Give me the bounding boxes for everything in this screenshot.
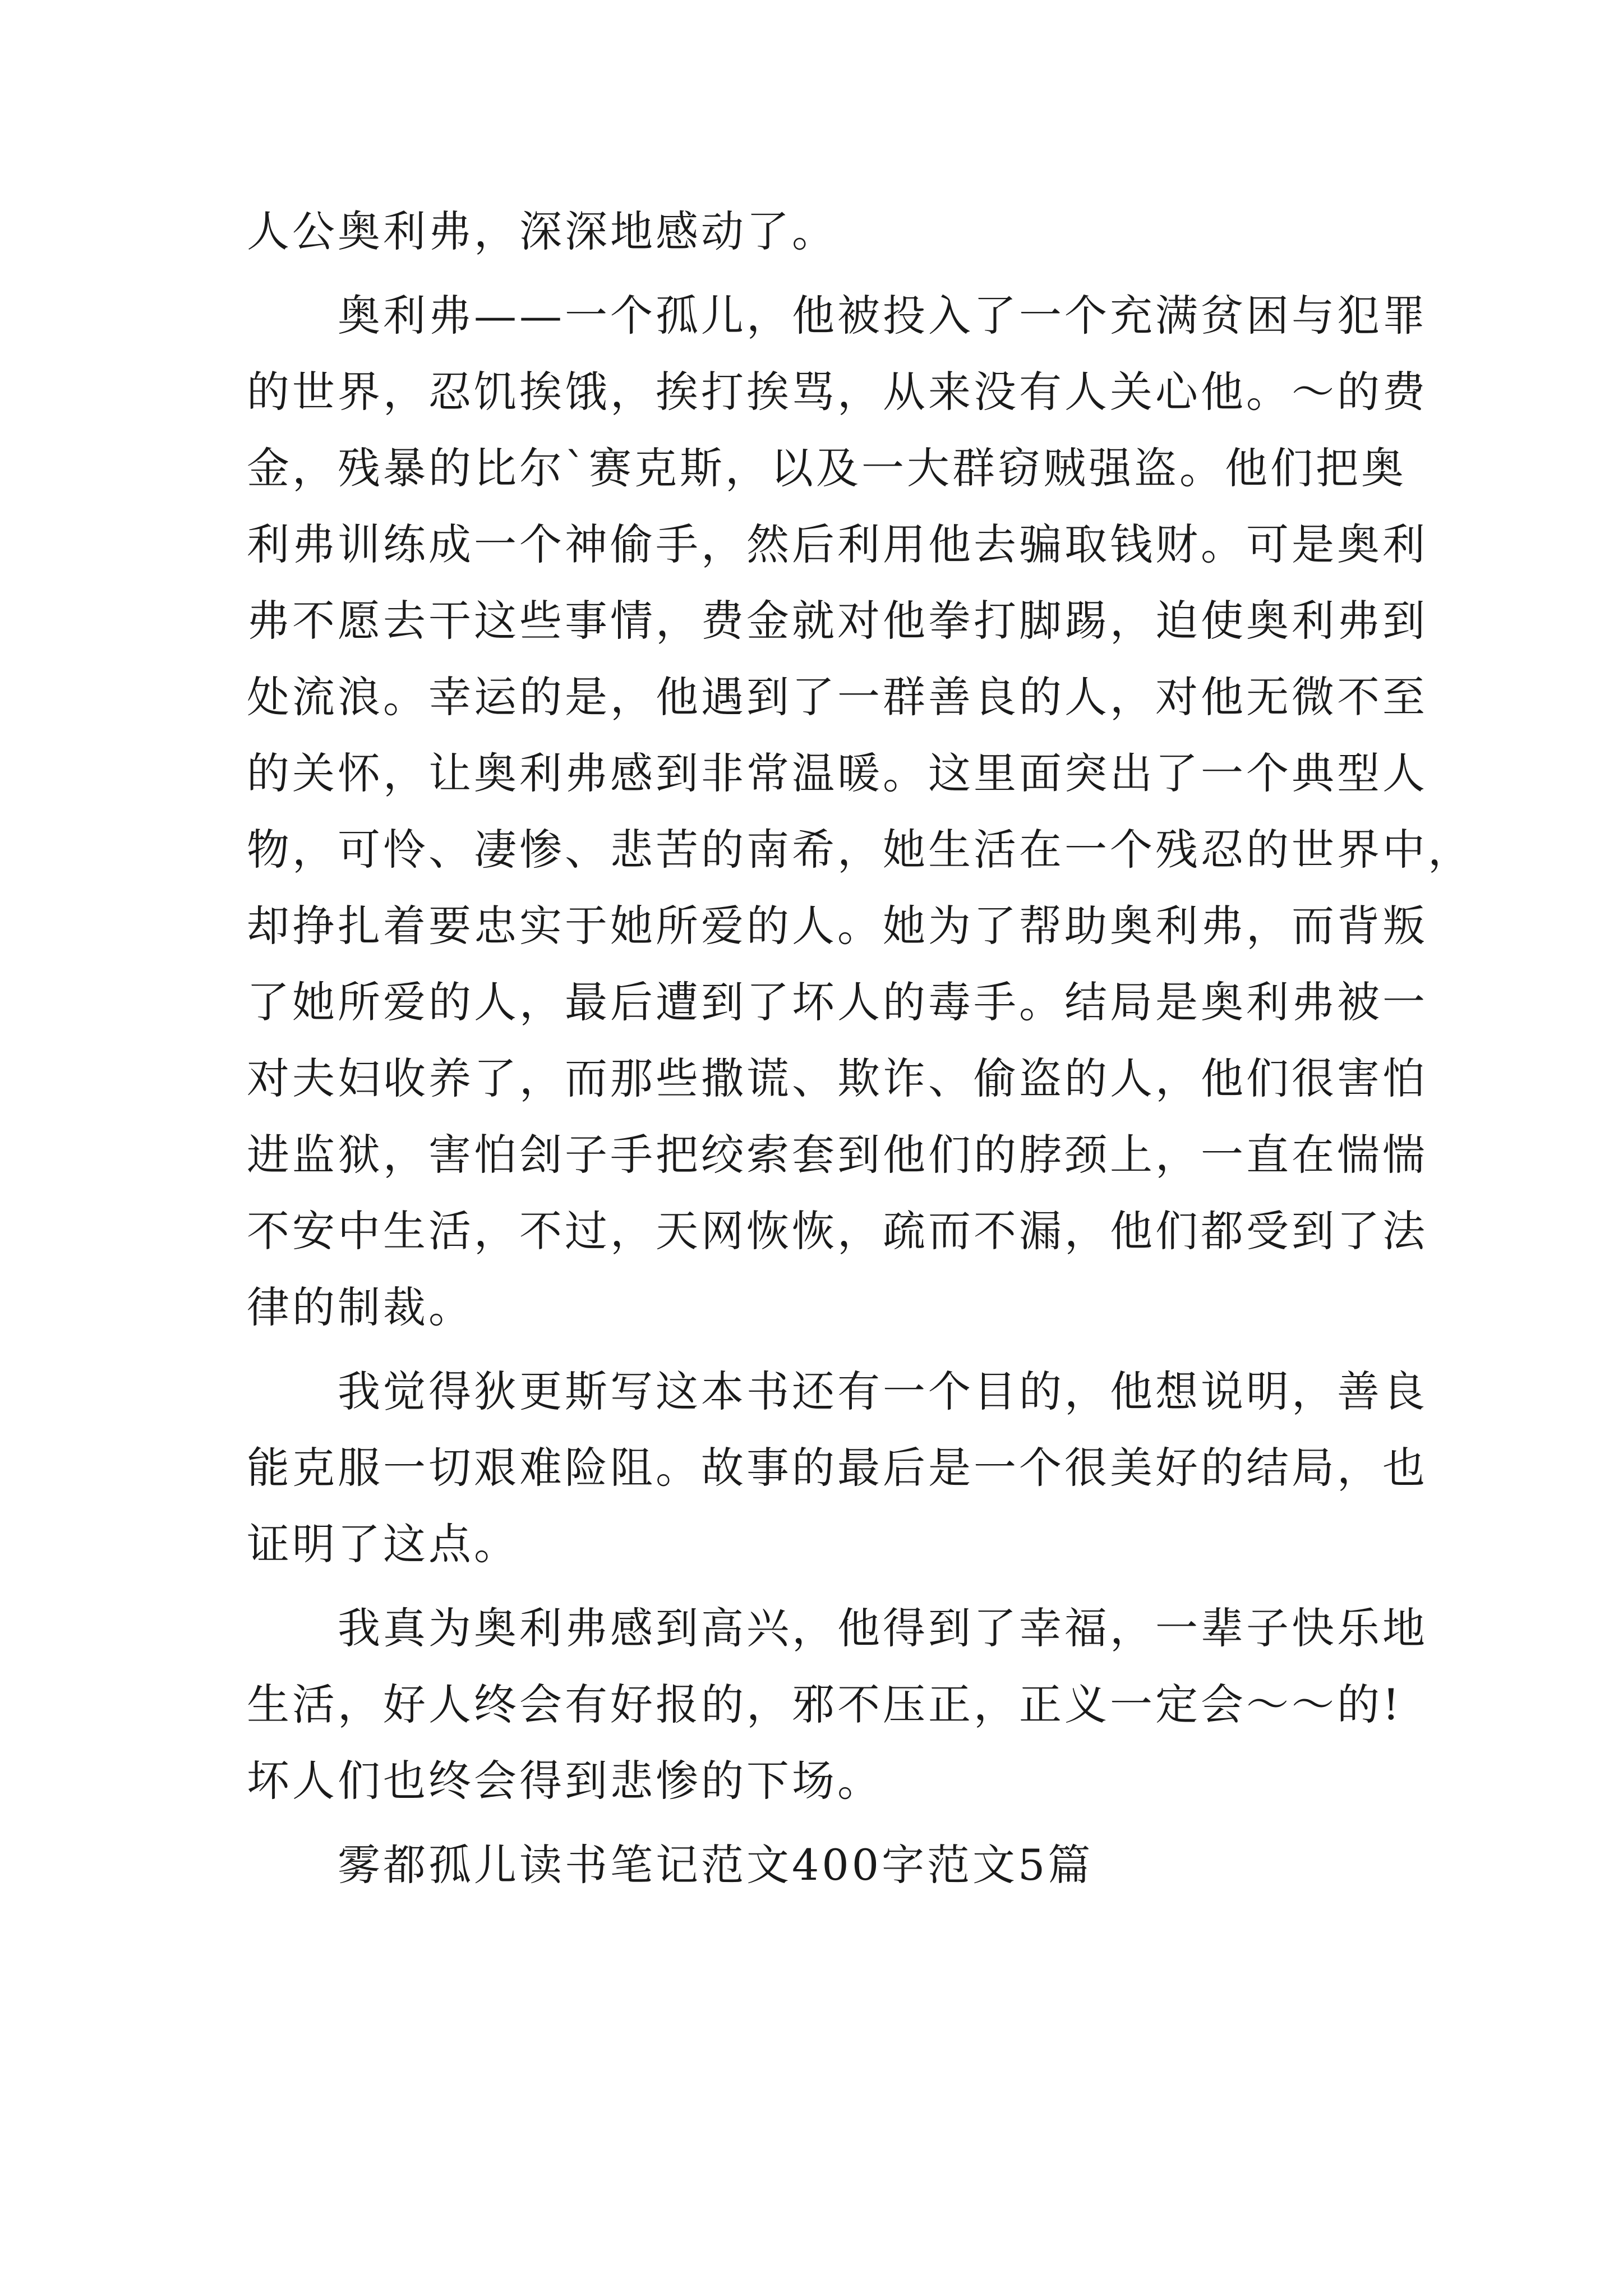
text-line: 证明了这点。: [247, 1519, 519, 1569]
text-line: 物，可怜、凄惨、悲苦的南希，她生活在一个残忍的世界中，: [247, 825, 1473, 875]
paragraph-3: [247, 1354, 1428, 1582]
text-line: 了她所爱的人，最后遭到了坏人的毒手。结局是奥利弗被一: [247, 977, 1428, 1027]
text-line: 进监狱，害怕刽子手把绞索套到他们的脖颈上，一直在惴惴: [247, 1130, 1428, 1180]
text-line: 律的制裁。: [247, 1282, 474, 1332]
text-line: 雾都孤儿读书笔记范文400字范文5篇: [338, 1840, 1094, 1890]
document-body: [247, 194, 1473, 1903]
text-line: 我觉得狄更斯写这本书还有一个目的，他想说明，善良: [338, 1366, 1428, 1416]
paragraph-4: [247, 1590, 1428, 1819]
text-line: 生活，好人终会有好报的，邪不压正，正义一定会～～的!: [247, 1680, 1403, 1729]
text-line: 利弗训练成一个神偷手，然后利用他去骗取钱财。可是奥利: [247, 519, 1428, 569]
text-line: 人公奥利弗，深深地感动了。: [247, 206, 837, 256]
text-line: 金，残暴的比尔`赛克斯，以及一大群窃贼强盗。他们把奥: [247, 443, 1407, 493]
text-line: 我真为奥利弗感到高兴，他得到了幸福，一辈子快乐地: [338, 1603, 1428, 1653]
text-line: 却挣扎着要忠实于她所爱的人。她为了帮助奥利弗，而背叛: [247, 901, 1428, 951]
text-line: 对夫妇收养了，而那些撒谎、欺诈、偷盗的人，他们很害怕: [247, 1053, 1428, 1103]
text-line: 弗不愿去干这些事情，费金就对他拳打脚踢，迫使奥利弗到: [247, 596, 1428, 646]
next-article-title: [247, 1827, 1391, 1903]
text-line: 奥利弗——一个孤儿，他被投入了一个充满贫困与犯罪: [338, 291, 1428, 341]
text-line: 处流浪。幸运的是，他遇到了一群善良的人，对他无微不至: [247, 672, 1428, 722]
text-line: 的关怀，让奥利弗感到非常温暖。这里面突出了一个典型人: [247, 748, 1428, 798]
text-line: 能克服一切艰难险阻。故事的最后是一个很美好的结局，也: [247, 1443, 1428, 1493]
paragraph-1: [247, 194, 1391, 270]
text-line: 不安中生活，不过，天网恢恢，疏而不漏，他们都受到了法: [247, 1206, 1428, 1256]
text-line: 的世界，忍饥挨饿，挨打挨骂，从来没有人关心他。～的费: [247, 367, 1428, 417]
paragraph-2: [247, 278, 1473, 1346]
text-line: 坏人们也终会得到悲惨的下场。: [247, 1756, 883, 1806]
